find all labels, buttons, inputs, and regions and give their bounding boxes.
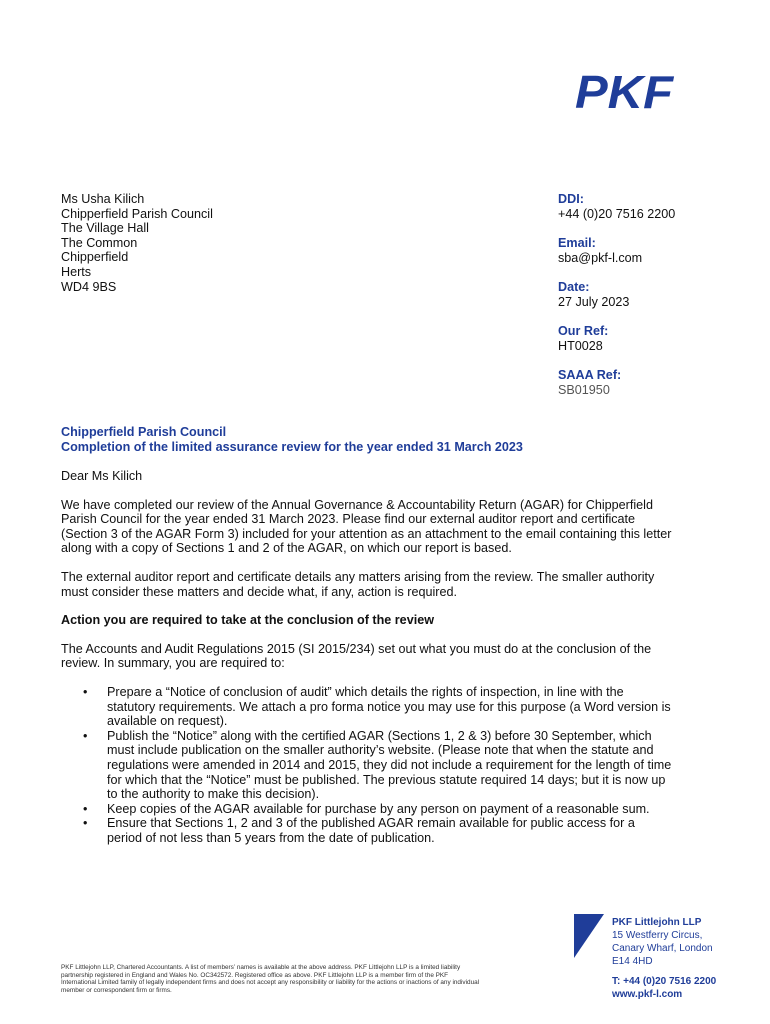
office-name: PKF Littlejohn LLP — [612, 917, 702, 928]
office-details — [612, 916, 716, 1001]
paragraph-regulations: The Accounts and Audit Regulations 2015 (SI 2015/234) set out what you must do at the conclusion of the review. In summary, you are required to: — [61, 641, 652, 671]
brand-corner-mark — [574, 914, 604, 958]
recipient-org: Chipperfield Parish Council — [61, 206, 213, 221]
address-line: The Common — [61, 235, 138, 250]
address-line: Chipperfield — [61, 250, 129, 265]
legal-footnote: PKF Littlejohn LLP, Chartered Accountants. A list of members’ names is available at the above address. PKF Littlejohn LLP is a limited liability partnership registered in England and Wales No. OC342572. Registered office as above. PKF Littlejohn LLP is a member firm of the PKF International Limited family of legally independent firms and does not accept any responsibility or liability for the actions or inactions of any individual member or correspondent firm or firms. — [61, 964, 480, 994]
address-postcode: WD4 9BS — [61, 279, 117, 294]
bullet: • — [83, 728, 88, 743]
section-heading: Action you are required to take at the conclusion of the review — [61, 613, 434, 628]
corner-triangle-icon — [574, 914, 604, 958]
letter-meta — [558, 192, 675, 412]
email-value[interactable]: sba@pkf-l.com — [558, 251, 643, 265]
address-line: The Village Hall — [61, 221, 149, 236]
date-label: Date: — [558, 280, 590, 294]
letter-body — [61, 469, 673, 845]
saaa-ref-label: SAAA Ref: — [558, 368, 622, 382]
subject-line-1: Chipperfield Parish Council — [61, 425, 227, 439]
ddi-label: DDI: — [558, 192, 584, 206]
address-line: Herts — [61, 264, 92, 279]
saaa-ref-value: SB01950 — [558, 383, 610, 397]
office-phone: T: +44 (0)20 7516 2200 — [612, 976, 717, 987]
action-list — [61, 685, 673, 846]
bullet: • — [83, 684, 88, 699]
our-ref-value: HT0028 — [558, 339, 603, 353]
letter-subject — [61, 425, 523, 455]
salutation: Dear Ms Kilich — [61, 469, 143, 483]
list-item — [61, 685, 673, 729]
list-item — [61, 816, 673, 845]
list-item-text: Prepare a “Notice of conclusion of audit” which details the rights of inspection, in line with the statutory requirements. We attach a pro forma notice you may use for this purpose (a Word version is available on request). — [107, 684, 671, 729]
ddi-value: +44 (0)20 7516 2200 — [558, 207, 676, 221]
pkf-logo-mark — [575, 70, 675, 112]
subject-line-2: Completion of the limited assurance review for the year ended 31 March 2023 — [61, 440, 523, 454]
date-value: 27 July 2023 — [558, 295, 630, 309]
our-ref-label: Our Ref: — [558, 324, 609, 338]
list-item-text: Keep copies of the AGAR available for purchase by any person on payment of a reasonable sum. — [107, 801, 650, 816]
office-address-line: Canary Wharf, London — [612, 943, 713, 954]
list-item — [61, 729, 673, 802]
bullet: • — [83, 801, 88, 816]
recipient-address — [61, 192, 213, 294]
pkf-logo — [575, 70, 675, 112]
list-item-text: Publish the “Notice” along with the certified AGAR (Sections 1, 2 & 3) before 30 September, which must include publication on the smaller authority’s website. (Please note that when the statute and regulations were amended in 2014 and 2015, they did not include a requirement for the length of time for which that the “Notice” must be published. The previous statute required 14 days; but it is now up to the authority to make this decision). — [107, 728, 672, 802]
office-address-line: 15 Westferry Circus, — [612, 930, 703, 941]
email-label: Email: — [558, 236, 596, 250]
office-address-line: E14 4HD — [612, 956, 653, 967]
paragraph-intro: We have completed our review of the Annual Governance & Accountability Return (AGAR) for Chipperfield Parish Council for the year ended 31 March 2023. Please find our external auditor report and certificate (Section 3 of the AGAR Form 3) included for your attention as an attachment to the email containing this letter along with a copy of Sections 1 and 2 of the AGAR, on which our report is based. — [61, 497, 672, 556]
list-item-text: Ensure that Sections 1, 2 and 3 of the published AGAR remain available for public access for a period of not less than 5 years from the date of publication. — [107, 816, 635, 845]
list-item — [61, 802, 673, 817]
bullet: • — [83, 816, 88, 831]
logo-text: PKF — [575, 70, 675, 112]
office-website[interactable]: www.pkf-l.com — [612, 989, 683, 1000]
recipient-name: Ms Usha Kilich — [61, 192, 145, 206]
paragraph-matters: The external auditor report and certificate details any matters arising from the review. The smaller authority must consider these matters and decide what, if any, action is required. — [61, 569, 655, 599]
